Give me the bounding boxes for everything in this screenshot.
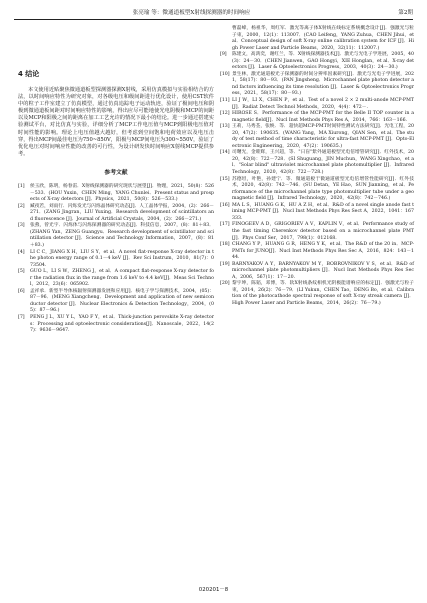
reference-item [18, 223, 214, 249]
reference-item [220, 26, 414, 52]
reference-item [18, 289, 214, 315]
reference-text: HIROSE S．Performance of the MCP-PMT for the Belle II TOP counter in a magnetic field[J]．Nucl Inst Methods Phys Res A，2014，766：163－166. [232, 111, 414, 123]
reference-item [220, 111, 414, 124]
reference-text: 王莉，马秀荃，张焕．等．超快超MCP-PMT时间特性测试方法研究[J]．光电工程，2020，47(2)：190635．(WANG Yang，MA Xiurong，QIAN Sen，et al．The study of test method of time characteristic for ultra-fast MCP-PMT [J]．Opto-Electronic Engineering，2020，47(2)：190635.) [232, 124, 414, 149]
left-column [18, 26, 214, 335]
reference-number: [17] [220, 222, 230, 228]
running-header-title: 张亮瑜 等：微通道板型X射线探测器的时间响应 [132, 10, 251, 16]
reference-item [18, 315, 214, 335]
reference-item [18, 204, 214, 224]
reference-text: 臧夜若，刘雨行．闪烁发光与闪烁晶体研究动态[J]．人工晶体学报，2004，(2)：266－271．(ZANG Jingran，LIU Yuxing．Research development of scintillators and fluorescence [J]．Journal of Artificial Crystals，2004，(2)：266－271.) [30, 203, 214, 222]
reference-text: 景生林，激光通道板光子探测器的时间分辨率因素研究[J]．激光与光电子学进展，2021，58(17)：80－93．(PAN Jingsheng．Microchannel plate photon detector and factors influencing its time resolution [J]．Laser & Optoelectronics Progress，2021，58(17)：80－93.) [232, 71, 414, 97]
reference-text: 曹磊峰，杨祖华，周红军．激光等离子体X射线在线标定系统概念设计[J]．强激光与粒子束，2000，12(1)：113007．(CAO Leifeng，YANG Zuhua，CHEN Jihui，et al．Conceptual design of soft X-ray online calibration system for ICF [J]．High Power Laser and Particle Beams，2020，32(11)：112007.) [232, 26, 414, 51]
reference-text: LI C C，JIANG X H，LIU S Y，et al．A novel flat-response X-ray detector in the photon energy range of 0.1－4 keV [J]．Rev Sci Instrum，2010，81(7)：073504. [30, 249, 214, 268]
page-footer-id: 020201－8 [198, 587, 229, 593]
reference-item [220, 98, 414, 111]
reference-number: [18] [220, 242, 230, 248]
reference-text: 孟祥承．新型半导体核辐射探测器发展和应用[J]．核电子学与探测技术，2004，(05)：87－96．(MENG Xiangcheng．Development and application of new semiconductor detector [J]．Nuclear Electronics & Detection Technology，2004，(05)：87－96.) [30, 288, 214, 314]
reference-item [220, 72, 414, 98]
reference-text: GUO L，LI S W，ZHENG J，et al．A compact flat-response X-ray detector for the radiation flux in the range from 1.6 keV to 4.4 keV[J]．Meas Sci Technol，2012，23(6)：065902. [30, 269, 214, 288]
running-header [14, 8, 413, 20]
reference-item [220, 203, 414, 223]
reference-text: FINOGEEV A D，GRIGORIEV A V，KAPLIN V，et al．Performance study of the fast timing Cherenkov detector based on a microchannel plate PMT [J]．Phys Conf Ser，2017，798(1)：012168. [232, 222, 414, 241]
reference-text: CHANG Y P，HUANG G R，HENG Y K，et al．The R&D of the 20 in．MCP-PMTs for JUNO[J]．Nucl Inst Methods Phys Res Sec A，2016，824：143－144. [232, 242, 414, 261]
reference-item [220, 177, 414, 203]
reference-number: [1] [18, 184, 25, 190]
reference-text: 黎宇坤，陈韬，邓博，等．软X射线条纹相机光阴极能谱响应的标定[J]．强激光与粒子束，2014，26(2)：76－79．(LI Yukun，CHEN Tao，DENG Bo，et al．Calibration of the photocathode spectral response of soft X-ray streak camera [J]．High Power Laser and Particle Beams，2014，26(2)：76－79.) [232, 281, 414, 306]
reference-number: [3] [18, 223, 25, 229]
reference-number: [2] [18, 203, 25, 209]
section-heading-conclusion: 4 结论 [18, 70, 40, 78]
reference-item [220, 222, 414, 242]
reference-item [18, 269, 214, 289]
reference-text: 司曙光，金睦辉，王兴超，等．"日盲"紫外通道板型光电倍增管研究[J]．红外技术，2020，42(8)：722－728．(SI Shuguang，JIN Muchun，WANG Xingchao，et al．"Solar blind" ultraviolet microchannel plate photomultiplier [J]．Infrared Technology，2020，42(8)：722－728.) [232, 150, 414, 176]
reference-number: [9] [220, 52, 227, 58]
reference-item [220, 150, 414, 176]
reference-text: 张燕，曾光宇．闪烁体与闪烁探测器的研究动态[J]．科技信息，2007，(8)：81＋83．(ZHANG Yan，ZENG Guangyu．Research development of scintillator and scintillation detector [J]．Science and Technology Information，2007，(8)：81＋83.) [30, 223, 214, 248]
references-list-right [220, 26, 414, 308]
reference-number: [13] [220, 124, 230, 130]
reference-number: [14] [220, 150, 230, 156]
reference-item [18, 250, 214, 270]
reference-number: [10] [220, 71, 230, 77]
reference-text: PENG J L，XU Y L，YAO F Y，et al．Thick-junction perovskite X-ray detectors：Processing and optoelectronic considerations[J]．Nanoscale，2022，14(27)：9636－9647. [30, 314, 214, 334]
reference-item [220, 262, 414, 282]
reference-item [220, 281, 414, 307]
reference-text: MA L S，HUANG G K，HU A Z H，et al．R&D of a novel single anode fast timing MCP-PMT [J]．Nucl Inst Methods Phys Res Sect A，2022，1041：167333. [232, 202, 414, 221]
reference-text: BARNYAKOV A Y，BARNYAKOV M Y，BOBROVNIKOV V S，et al．R&D of microchannel plate photomultipliers [J]．Nucl Inst Methods Phys Res Sec A，2006，567(1)：17－20. [232, 261, 414, 280]
reference-number [220, 26, 232, 52]
reference-number: [12] [220, 111, 230, 117]
reference-number: [4] [18, 249, 25, 255]
reference-number: [16] [220, 202, 230, 208]
references-list-left [18, 184, 214, 335]
reference-item [220, 52, 414, 72]
reference-number: [7] [18, 314, 25, 320]
reference-number: [19] [220, 261, 230, 267]
reference-number: [15] [220, 176, 230, 182]
reference-number: [6] [18, 288, 25, 294]
reference-item [18, 184, 214, 204]
reference-text: 侯玉欣，陈明，杨春雷．X射线探测器的研究现状与展望[J]．物理，2021，50(8)：526－533．(HOU Yuxin，CHEN Ming，YANG Chunlei．Present status and prospects of X-ray detectors [J]．Physics，2021，50(8)：526－533.) [30, 184, 214, 203]
reference-number: [20] [220, 281, 230, 287]
references-heading: 参考文献 [104, 169, 128, 176]
right-column [220, 26, 414, 308]
reference-number: [5] [18, 269, 25, 275]
reference-item [220, 124, 414, 150]
reference-item [220, 242, 414, 262]
conclusion-paragraph: 本文使用近贴聚焦微通道板型探测器探测X射线，采用仿真模拟与实验相结合的方法，以时间响应特性为研究对象，对各级电压和级间距进行优化设计，使用CST软件中的粒子工作室建立了仿真模型，通过仿真追踪电子运动轨迹，验证了极间电压和阴极到微通道板间距对时间响应特性的影响，得出应尽可能地使光电阴极和MCP的间距以及MCP和阳极之间的距离在加工工艺允许的情况下最小的结论。进一步通过搭建实验测试平台，对比仿真与实验，详细分析了MCP工作电压值与MCP到阳极电压值对时间性能的影响。理论上电压值越大越好，但考虑到空间饱和电荷效应以及电压击穿，得出MCP间最佳电压为750~850V，阳极与MCP间电压为300~550V，验证了优化电压对时间响应性能的改善的可行性，为设计研发快时间响应X射线MCP提供参考。 [18, 87, 214, 157]
reference-text: 陈建文，高鸿奕，谢红兰，等．X射线探测器技术[J]．激光与光电子学进展，2005，40(3)：24－30．(CHEN Jianwen，GAO Hongyi，XIE Honglan，et al．X-ray detectors [J]．Laser & Optoelectronics Progress，2003，40(3)：24－30.) [232, 52, 414, 71]
running-header-issue: 第2期 [398, 10, 413, 16]
reference-text: LI J W，LI X，CHEN P，et al．Test of a novel 2 × 2 multi-anode MCP-PMT [J]．Radiat Detect Technol Methods，2020，4(4)：472－. [232, 98, 414, 110]
reference-number: [11] [220, 98, 230, 104]
reference-text: 苏德坦，叶艳，孙建宁．等．微通道板于微通道板型光电倍增管性能研究[J]．红外技术，2020，42(8)：742－746．(SU Detan，YE Hao，SUN Jianning，et al．Performance of the microchannel plate type photomultiplier tube under a geomagnetic field [J]．Infrared Technology，2020，42(8)：742－746.) [232, 176, 414, 202]
